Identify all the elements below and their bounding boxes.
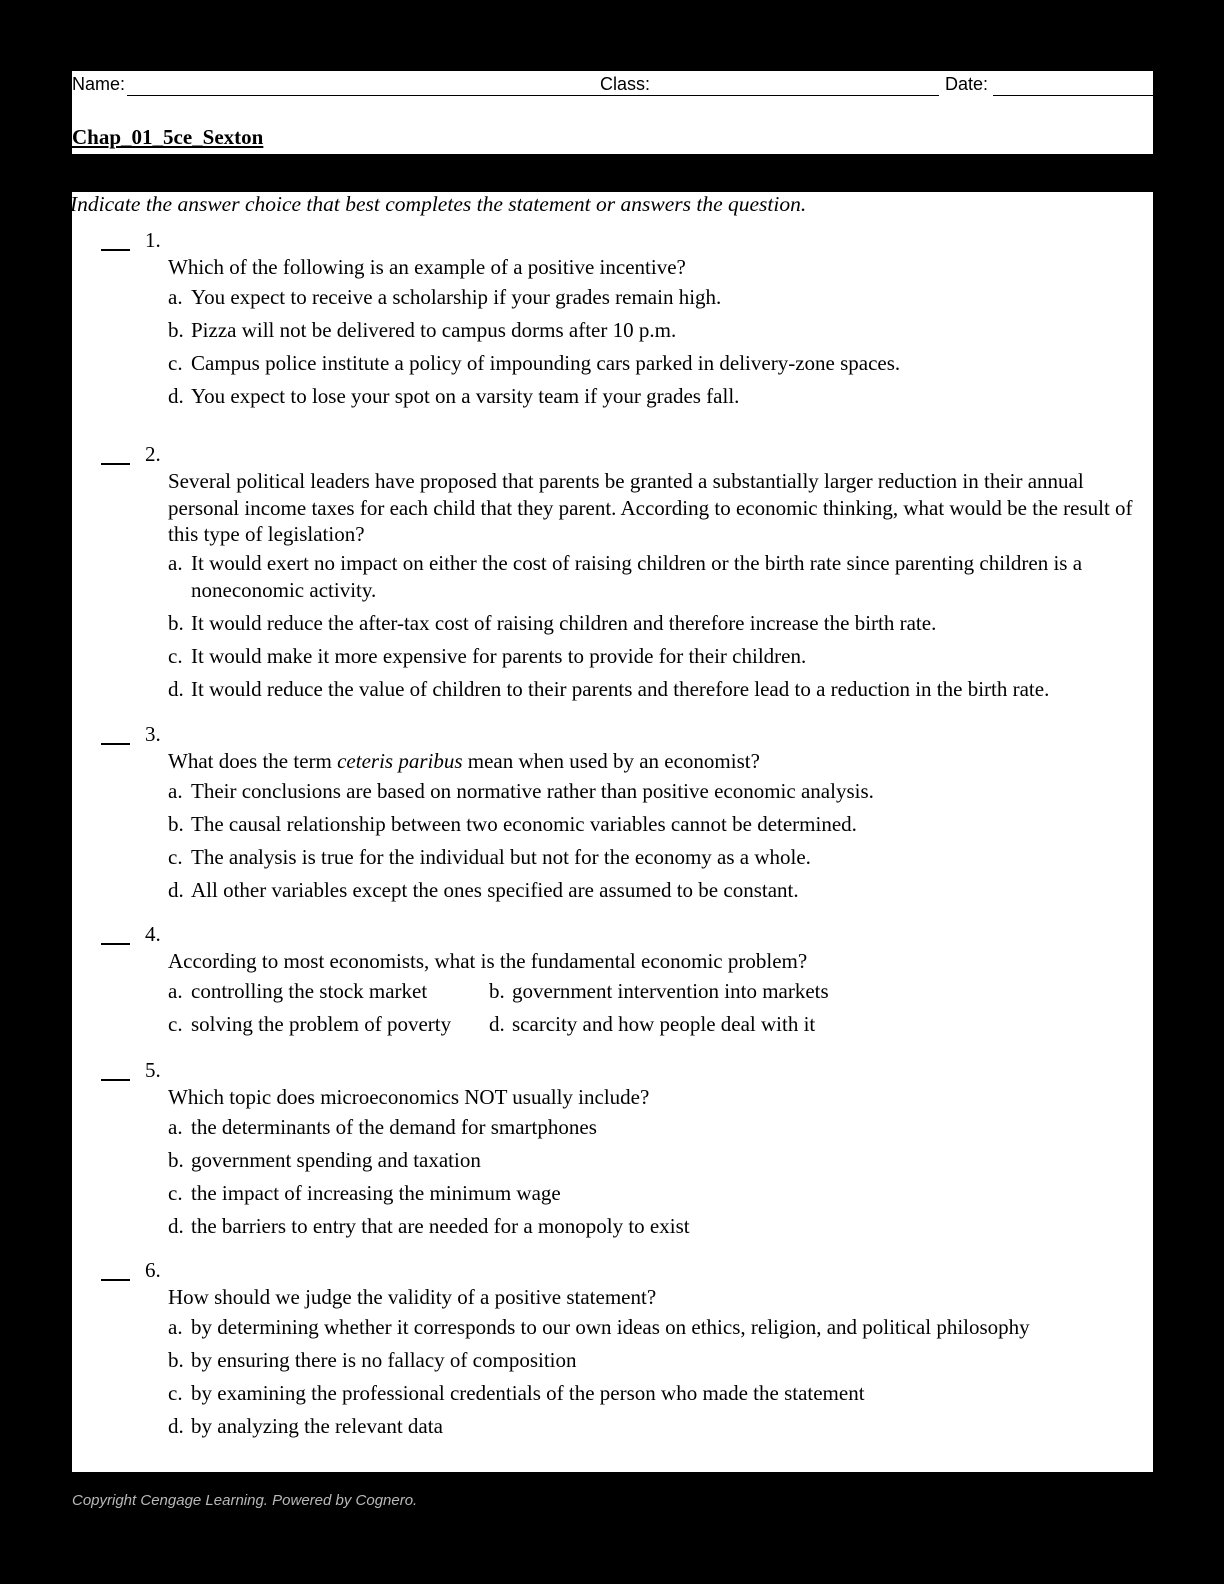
question-stem: Several political leaders have proposed that parents be granted a substantially larger reduction in their annual personal income taxes for each child that they parent. According to economic thinking, what would be the result of this type of legislation? (168, 469, 1133, 546)
question-stem (168, 748, 1153, 775)
option-text: controlling the stock market (191, 979, 428, 1003)
option-letter: b. (168, 1148, 184, 1172)
option-d (489, 1011, 815, 1038)
option-b (168, 317, 1153, 344)
option-letter: a. (168, 779, 183, 803)
option-text: Campus police institute a policy of impounding cars parked in delivery-zone spaces. (191, 351, 901, 375)
option-c (168, 1380, 1153, 1407)
class-field[interactable] (656, 95, 939, 96)
question-number: 1. (145, 228, 161, 252)
option-letter: a. (168, 1115, 183, 1139)
answer-blank[interactable] (101, 249, 130, 251)
option-a (168, 550, 1153, 604)
option-letter: d. (168, 1414, 184, 1438)
option-letter: d. (168, 1214, 184, 1238)
option-letter: c. (168, 845, 183, 869)
question-section (72, 192, 1153, 1472)
option-c (168, 350, 1153, 377)
option-text: Their conclusions are based on normative rather than positive economic analysis. (191, 779, 874, 803)
option-b (168, 1347, 1153, 1374)
question-stem: According to most economists, what is the fundamental economic problem? (168, 949, 808, 973)
copyright-footer: Copyright Cengage Learning. Powered by Cognero. (72, 1492, 418, 1509)
answer-blank[interactable] (101, 1079, 130, 1081)
option-letter: c. (168, 644, 183, 668)
option-c (168, 643, 1153, 670)
option-text: Pizza will not be delivered to campus dorms after 10 p.m. (191, 318, 677, 342)
option-text: by examining the professional credentials of the person who made the statement (191, 1381, 865, 1405)
option-text: You expect to receive a scholarship if your grades remain high. (191, 285, 722, 309)
answer-blank[interactable] (101, 463, 130, 465)
option-b (489, 978, 829, 1005)
question-stem: Which topic does microeconomics NOT usually include? (168, 1085, 650, 1109)
option-letter: d. (168, 878, 184, 902)
option-text: solving the problem of poverty (191, 1012, 452, 1036)
option-b (168, 811, 1153, 838)
option-text: The analysis is true for the individual but not for the economy as a whole. (191, 845, 811, 869)
option-text: by ensuring there is no fallacy of composition (191, 1348, 577, 1372)
option-d (168, 676, 1153, 703)
option-d (168, 1413, 1153, 1440)
answer-blank[interactable] (101, 743, 130, 745)
option-b (168, 1147, 1153, 1174)
name-label: Name: (72, 74, 126, 94)
stem-text: mean when used by an economist? (462, 749, 760, 773)
option-letter: b. (168, 318, 184, 342)
option-text: government intervention into markets (512, 979, 829, 1003)
option-text: by analyzing the relevant data (191, 1414, 443, 1438)
option-c (168, 844, 1153, 871)
option-a (168, 978, 427, 1005)
option-letter: a. (168, 551, 183, 575)
stem-text: What does the term (168, 749, 338, 773)
date-field[interactable] (993, 95, 1153, 96)
option-text: It would exert no impact on either the cost of raising children or the birth rate since parenting children is a noneconomic activity. (191, 551, 1083, 602)
option-d (168, 383, 1153, 410)
option-c (168, 1180, 1153, 1207)
option-text: All other variables except the ones specified are assumed to be constant. (191, 878, 799, 902)
option-text: government spending and taxation (191, 1148, 481, 1172)
instructions: Indicate the answer choice that best completes the statement or answers the question. (70, 192, 807, 216)
class-label: Class: (600, 74, 651, 94)
option-letter: d. (168, 384, 184, 408)
option-letter: b. (489, 979, 505, 1003)
option-text: the determinants of the demand for smartphones (191, 1115, 597, 1139)
option-letter: c. (168, 1381, 183, 1405)
option-a (168, 1314, 1153, 1341)
option-text: It would reduce the after-tax cost of raising children and therefore increase the birth rate. (191, 611, 937, 635)
option-text: The causal relationship between two economic variables cannot be determined. (191, 812, 857, 836)
option-text: the impact of increasing the minimum wage (191, 1181, 561, 1205)
option-text: scarcity and how people deal with it (512, 1012, 816, 1036)
question-number: 3. (145, 722, 161, 746)
option-text: You expect to lose your spot on a varsity team if your grades fall. (191, 384, 740, 408)
option-b (168, 610, 1153, 637)
question-number: 2. (145, 442, 161, 466)
option-text: It would make it more expensive for parents to provide for their children. (191, 644, 807, 668)
question-number: 4. (145, 922, 161, 946)
option-text: the barriers to entry that are needed for a monopoly to exist (191, 1214, 690, 1238)
option-letter: c. (168, 1181, 183, 1205)
option-letter: d. (168, 677, 184, 701)
question-number: 6. (145, 1258, 161, 1282)
date-label: Date: (945, 74, 989, 94)
option-d (168, 1213, 1153, 1240)
option-letter: c. (168, 1012, 183, 1036)
option-letter: b. (168, 611, 184, 635)
answer-blank[interactable] (101, 943, 130, 945)
option-a (168, 1114, 1153, 1141)
option-letter: a. (168, 1315, 183, 1339)
document-title: Chap_01_5ce_Sexton (72, 125, 264, 149)
option-a (168, 778, 1153, 805)
option-letter: a. (168, 285, 183, 309)
option-letter: a. (168, 979, 183, 1003)
header-box (72, 71, 1153, 154)
name-field[interactable] (127, 95, 667, 96)
answer-blank[interactable] (101, 1279, 130, 1281)
option-text: It would reduce the value of children to their parents and therefore lead to a reduction in the birth rate. (191, 677, 1050, 701)
option-a (168, 284, 1153, 311)
option-letter: b. (168, 812, 184, 836)
option-c (168, 1011, 451, 1038)
question-stem: Which of the following is an example of a positive incentive? (168, 255, 686, 279)
option-text: by determining whether it corresponds to our own ideas on ethics, religion, and political philosophy (191, 1315, 1030, 1339)
question-number: 5. (145, 1058, 161, 1082)
option-letter: b. (168, 1348, 184, 1372)
option-letter: d. (489, 1012, 505, 1036)
stem-italic-term: ceteris paribus (337, 749, 463, 773)
option-d (168, 877, 1153, 904)
question-stem: How should we judge the validity of a positive statement? (168, 1285, 657, 1309)
student-info-row (72, 73, 1153, 97)
option-letter: c. (168, 351, 183, 375)
